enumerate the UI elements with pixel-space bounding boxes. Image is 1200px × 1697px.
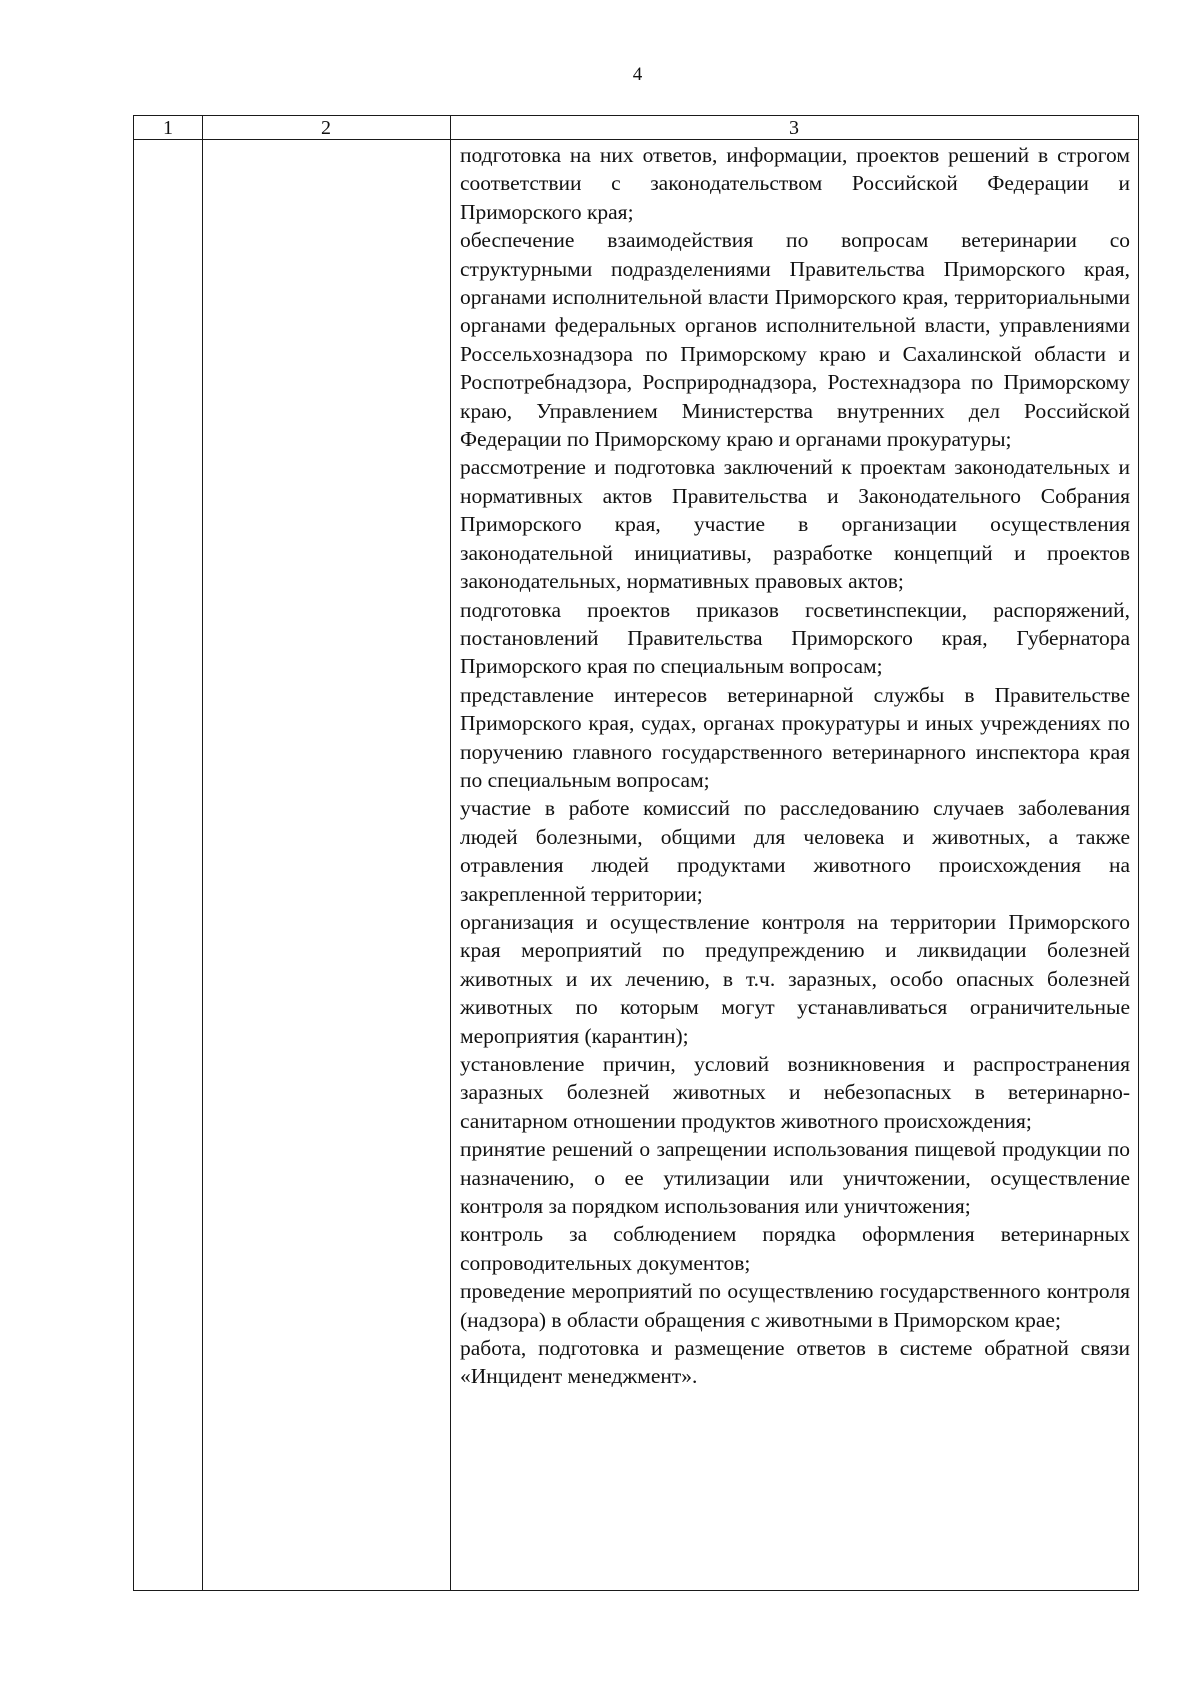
header-row-divider — [134, 139, 1138, 140]
column-divider-1 — [202, 116, 203, 1590]
paragraph-animal-handling: проведение мероприятий по осуществлению государственного контроля (надзора) в области обращения с животными в Приморском крае; — [460, 1279, 1130, 1332]
paragraph-commissions: участие в работе комиссий по расследованию случаев заболевания людей болезными, общими для человека и животных, а также отравления людей продуктами животного происхождения на закрепленной территории; — [460, 796, 1130, 906]
document-table — [133, 115, 1139, 1591]
column-header-3: 3 — [789, 117, 799, 139]
column-header-2: 2 — [321, 117, 331, 139]
paragraph-incident-management: работа, подготовка и размещение ответов в системе обратной связи «Инцидент менеджмент». — [460, 1336, 1130, 1389]
column-header-1: 1 — [163, 117, 173, 139]
paragraph-documents-control: контроль за соблюдением порядка оформления ветеринарных сопроводительных документов; — [460, 1222, 1130, 1275]
paragraph-legislative-review: рассмотрение и подготовка заключений к проектам законодательных и нормативных актов Правительства и Законодательного Собрания Приморского края, участие в организации осуществления законодательной инициативы, разработке концепций и проектов законодательных, нормативных правовых актов; — [460, 455, 1130, 594]
paragraph-representation: представление интересов ветеринарной службы в Правительстве Приморского края, судах, органах прокуратуры и иных учреждениях по поручению главного государственного ветеринарного инспектора края по специальным вопросам; — [460, 682, 1130, 792]
column-divider-2 — [450, 116, 451, 1590]
paragraph-disease-control: организация и осуществление контроля на территории Приморского края мероприятий по предупреждению и ликвидации болезней животных и их лечению, в т.ч. заразных, особо опасных болезней животных по которым могут устанавливаться ограничительные мероприятия (карантин); — [460, 909, 1130, 1048]
page-number: 4 — [632, 64, 643, 85]
paragraph-interaction: обеспечение взаимодействия по вопросам ветеринарии со структурными подразделениями Правительства Приморского края, органами исполнительной власти Приморского края, территориальными органами федеральных органов исполнительной власти, управлениями Россельхознадзора по Приморскому краю и Сахалинской области и Роспотребнадзора, Росприроднадзора, Ростехнадзора по Приморскому краю, Управлением Министерства внутренних дел Российской Федерации по Приморскому краю и органами прокуратуры; — [460, 228, 1130, 452]
paragraph-draft-orders: подготовка проектов приказов госветинспекции, распоряжений, постановлений Правительства Приморского края, Губернатора Приморского края по специальным вопросам; — [460, 597, 1130, 679]
paragraph-causes: установление причин, условий возникновения и распространения заразных болезней животных и небезопасных в ветеринарно-санитарном отношении продуктов животного происхождения; — [460, 1052, 1130, 1133]
paragraph-food-decisions: принятие решений о запрещении использования пищевой продукции по назначению, о ее утилизации или уничтожении, осуществление контроля за порядком использования или уничтожения; — [460, 1137, 1130, 1219]
paragraph-responses: подготовка на них ответов, информации, проектов решений в строгом соответствии с законодательством Российской Федерации и Приморского края; — [460, 143, 1130, 224]
column-3-content — [460, 141, 1130, 1391]
